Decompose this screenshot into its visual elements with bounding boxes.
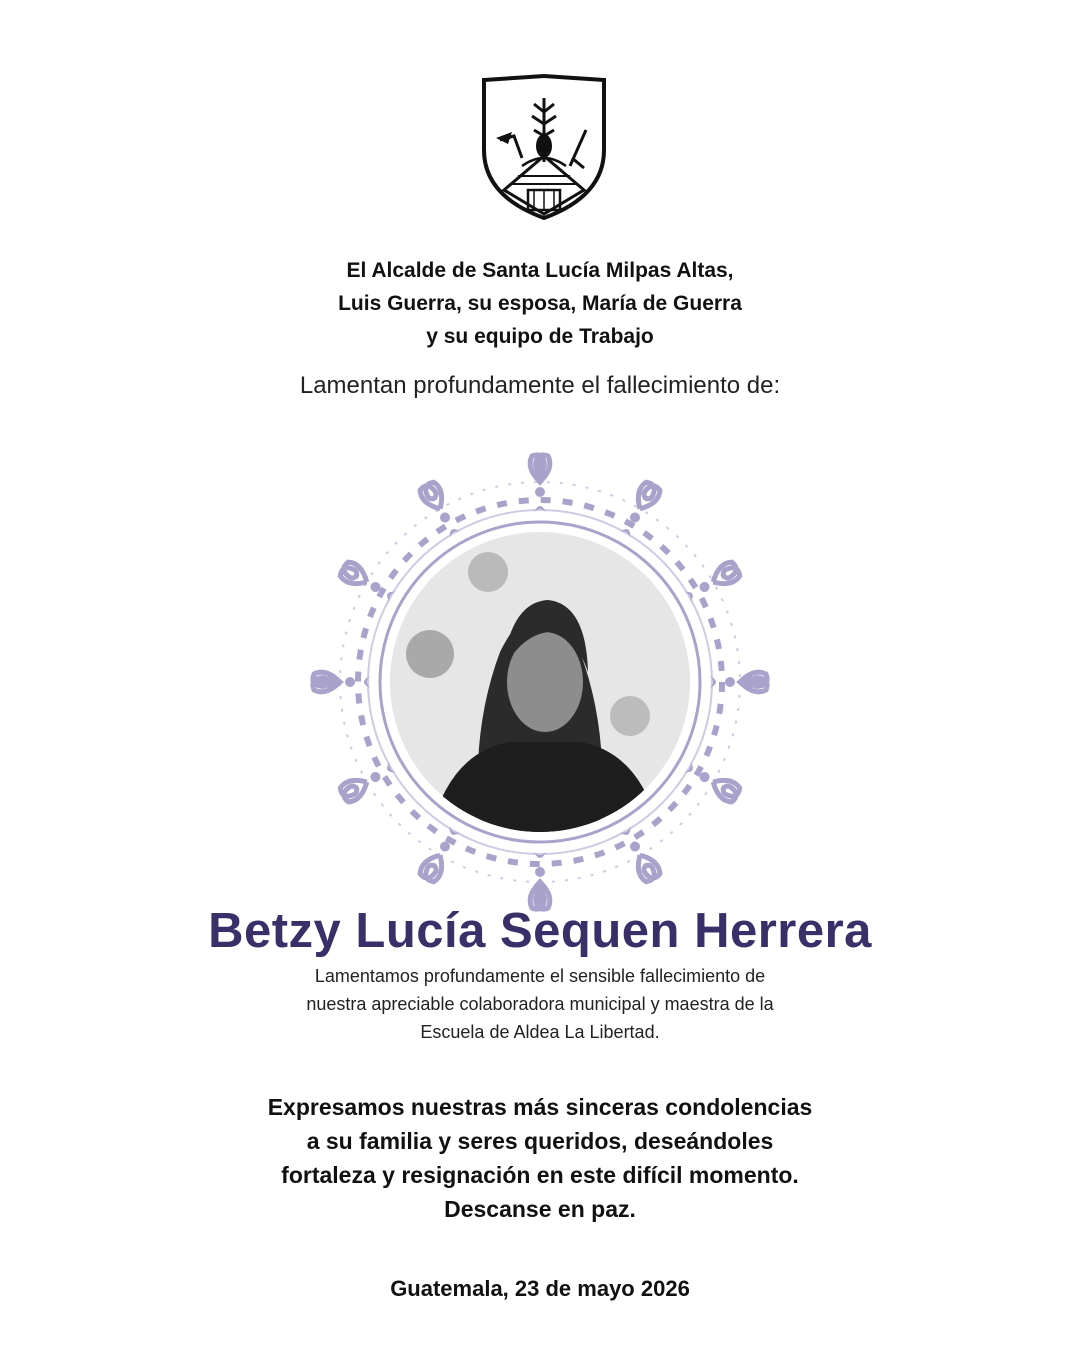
description-line-2: nuestra apreciable colaboradora municipal y maestra de la (306, 994, 774, 1014)
municipal-shield-crest-icon (478, 72, 610, 222)
issuer-line-2: Luis Guerra, su esposa, María de Guerra (338, 292, 742, 315)
condolences-line-3: fortaleza y resignación en este difícil momento. (281, 1162, 799, 1188)
issuer-line-3: y su equipo de Trabajo (426, 325, 654, 348)
portrait-photo (390, 532, 690, 832)
condolences-line-1: Expresamos nuestras más sinceras condolencias (267, 1094, 813, 1120)
issuer-line-1: El Alcalde de Santa Lucía Milpas Altas, (346, 259, 734, 282)
dateline: Guatemala, 23 de mayo 2026 (390, 1276, 690, 1301)
issuer-block (0, 254, 1080, 353)
description-line-3: Escuela de Aldea La Libertad. (420, 1022, 660, 1042)
condolences-block (0, 1090, 1080, 1226)
lament-line: Lamentan profundamente el fallecimiento de: (299, 372, 781, 399)
deceased-name: Betzy Lucía Sequen Herrera (208, 904, 872, 958)
description-line-1: Lamentamos profundamente el sensible fallecimiento de (314, 966, 766, 986)
description-block (0, 962, 1080, 1046)
condolences-line-4: Descanse en paz. (444, 1196, 636, 1222)
condolences-line-2: a su familia y seres queridos, deseándoles (306, 1128, 774, 1154)
